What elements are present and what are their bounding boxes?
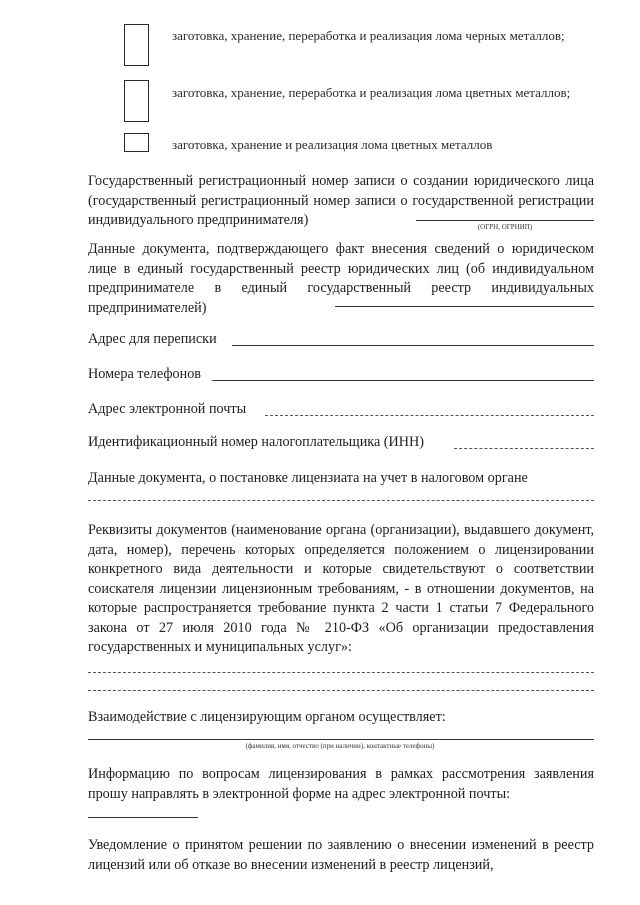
address-label: Адрес для переписки [88, 331, 217, 347]
phones-row [88, 365, 201, 384]
egrul-text: Данные документа, подтверждающего факт внесения сведений о юридическом лице в единый государственный реестр юридических лиц (об индивидуальном предпринимателе в единый государственный реестр индивидуальных предпринимателей) [88, 241, 594, 316]
info-text: Информацию по вопросам лицензирования в рамках рассмотрения заявления прошу направлять в электронной форме на адрес электронной почты: [88, 766, 594, 802]
checkbox-label-nonferrous: заготовка, хранение, переработка и реализация лома цветных металлов; [172, 85, 571, 100]
requisites-input-2[interactable] [88, 690, 594, 691]
registration-text: Государственный регистрационный номер записи о создании юридического лица (государственный регистрационный номер записи о государственной регистрации индивидуального предпринимателя) [88, 173, 594, 228]
inn-label: Идентификационный номер налогоплательщика (ИНН) [88, 434, 424, 450]
egrul-input-line[interactable] [335, 306, 594, 307]
tax-doc-input[interactable] [88, 500, 594, 501]
interaction-input[interactable] [88, 739, 594, 740]
inn-input[interactable] [454, 448, 594, 449]
email-input[interactable] [265, 415, 594, 416]
info-email-input[interactable] [88, 817, 198, 818]
notice-text: Уведомление о принятом решении по заявлению о внесении изменений в реестр лицензий или об отказе во внесении изменений в реестр лицензий, [88, 837, 594, 873]
inn-row [88, 433, 424, 452]
email-label: Адрес электронной почты [88, 401, 247, 417]
checkbox-label-storage: заготовка, хранение и реализация лома цветных металлов [172, 137, 493, 152]
address-input[interactable] [232, 345, 594, 346]
requisites-input-1[interactable] [88, 672, 594, 673]
checkbox-ferrous-metals[interactable] [124, 24, 149, 66]
email-row [88, 400, 246, 419]
requisites-text: Реквизиты документов (наименование органа (организации), выдавшего документ, дата, номер), перечень которых определяется положением о лицензировании конкретного вида деятельности и которые свидетельствуют о соответствии соискателя лицензии лицензионным требованиям, - в отношении документов, на которые распространяется требование пункта 2 части 1 статьи 7 Федерального закона от 27 июля 2010 года № 210-ФЗ «Об организации предоставления государственных и муниципальных услуг»: [88, 522, 594, 655]
checkbox-storage-nonferrous[interactable] [124, 133, 149, 152]
phones-input[interactable] [212, 380, 594, 381]
address-row [88, 330, 217, 349]
interaction-text: Взаимодействие с лицензирующим органом осуществляет: [88, 709, 446, 725]
registration-input-line[interactable] [416, 220, 594, 221]
checkbox-label-ferrous: заготовка, хранение, переработка и реализация лома черных металлов; [172, 28, 565, 43]
interaction-caption: (фамилия, имя, отчество (при наличии), контактные телефоны) [245, 742, 435, 750]
checkbox-nonferrous-metals[interactable] [124, 80, 149, 122]
tax-doc-text: Данные документа, о постановке лицензиата на учет в налоговом органе [88, 470, 528, 486]
phones-label: Номера телефонов [88, 366, 202, 382]
registration-caption: (ОГРН, ОГРНИП) [477, 223, 533, 231]
